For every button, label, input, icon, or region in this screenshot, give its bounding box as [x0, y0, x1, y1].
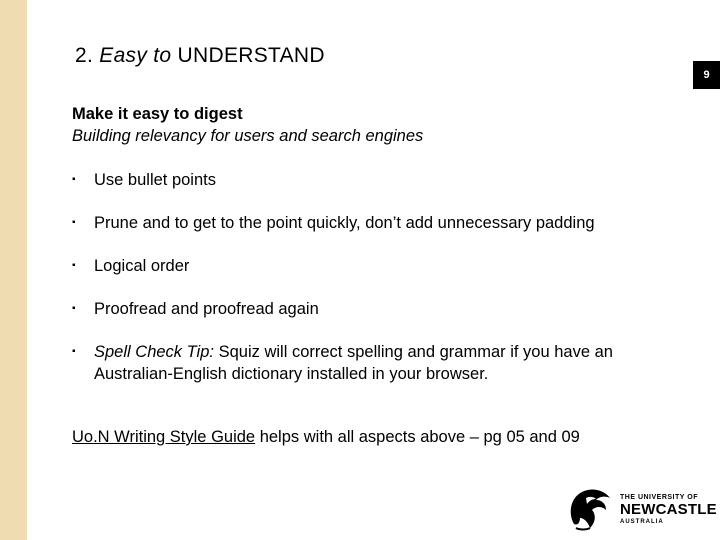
slide-title	[75, 44, 325, 68]
tip-line2: Australian-English dictionary installed in your browser.	[94, 365, 489, 383]
style-guide-link[interactable]: Uo.N Writing Style Guide	[72, 428, 256, 446]
bullet-icon: ▪	[72, 303, 76, 314]
footnote	[72, 428, 580, 447]
bullet-text: Use bullet points	[94, 171, 216, 189]
logo-line1: THE UNIVERSITY OF	[620, 494, 698, 501]
subtitle-italic: Building relevancy for users and search engines	[72, 127, 424, 145]
title-caps: UNDERSTAND	[177, 44, 325, 67]
bullet-text: Proofread and proofread again	[94, 300, 319, 318]
bullet-text: Prune and to get to the point quickly, don’t add unnecessary padding	[94, 214, 595, 232]
tip-line1: Squiz will correct spelling and grammar if you have an	[218, 343, 613, 361]
logo-line3: AUSTRALIA	[620, 519, 664, 525]
bullet-icon: ▪	[72, 346, 76, 357]
bullet-icon: ▪	[72, 260, 76, 271]
bullet-text: Logical order	[94, 257, 190, 275]
page-number-badge: 9	[693, 61, 720, 89]
dragon-emblem-icon	[571, 490, 610, 530]
tip-label: Spell Check Tip:	[94, 343, 214, 361]
footnote-text: helps with all aspects above – pg 05 and 09	[259, 428, 580, 446]
logo-wordmark	[620, 494, 717, 526]
bullet-text-tip	[94, 341, 613, 385]
left-accent-bar	[0, 0, 27, 540]
bullet-icon: ▪	[72, 174, 76, 185]
logo-line2: NEWCASTLE	[620, 501, 717, 518]
title-number: 2.	[75, 44, 94, 67]
title-italic: Easy to	[99, 44, 172, 67]
bullet-icon: ▪	[72, 217, 76, 228]
subtitle: Make it easy to digest	[72, 105, 243, 123]
